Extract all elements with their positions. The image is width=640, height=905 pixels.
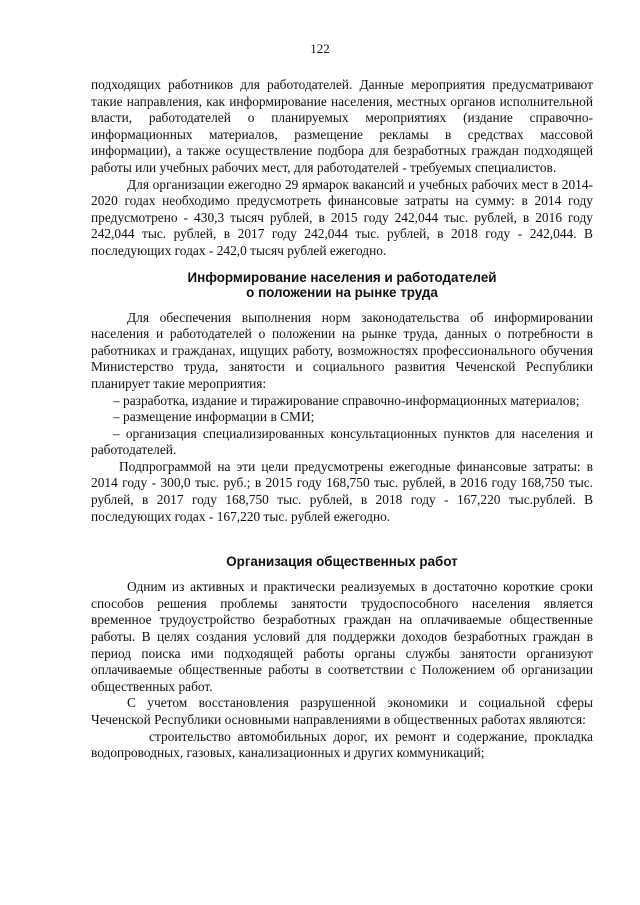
section-heading-informing [91, 270, 593, 300]
section-heading-public-works: Организация общественных работ [226, 554, 458, 570]
heading-line-2: о положении на рынке труда [246, 284, 438, 300]
list-item: – организация специализированных консультационных пунктов для населения и работодателей. [91, 425, 593, 458]
paragraph-public-works-3: строительство автомобильных дорог, их ремонт и содержание, прокладка водопроводных, газовых, канализационных и других коммуникаций; [91, 728, 593, 761]
intro-block [91, 77, 593, 260]
section-informing [91, 310, 593, 526]
paragraph-job-fairs: Для организации ежегодно 29 ярмарок вакансий и учебных рабочих мест в 2014-2020 годах необходимо предусмотреть финансовые затраты на сумму: в 2014 году предусмотрено - 430,3 тысяч рублей, в 2015 году 242,044 тыс. рублей, в 2016 году 242,044 тыс. рублей, в 2017 году 242,044 тыс. рублей, в 2018 году - 242,044. В последующих годах - 242,0 тысяч рублей ежегодно. [91, 176, 593, 258]
page-number: 122 [310, 41, 330, 56]
paragraph-public-works-2: С учетом восстановления разрушенной экономики и социальной сферы Чеченской Республики основными направлениями в общественных работах являются: [91, 695, 593, 727]
list-item: – разработка, издание и тиражирование справочно-информационных материалов; [113, 392, 580, 408]
section-public-works [91, 579, 593, 762]
heading-line-1: Информирование населения и работодателей [187, 269, 497, 285]
list-item: – размещение информации в СМИ; [113, 409, 315, 425]
paragraph-informing-intro: Для обеспечения выполнения норм законодательства об информировании населения и работодателей о положении на рынке труда, данных о потребности в работниках и гражданах, ищущих работу, возможностях профессионального обучения Министерство труда, занятости и социального развития Чеченской Республики планирует такие мероприятия: [91, 309, 593, 391]
paragraph-informing-funding: Подпрограммой на эти цели предусмотрены ежегодные финансовые затраты: в 2014 году - 300,0 тыс. руб.; в 2015 году 168,750 тыс. рублей, в 2016 году 168,750 тыс. рублей, в 2017 году 168,750 тыс. рублей, в 2018 году - 167,220 тыс.рублей. В последующих годах - 167,220 тыс. рублей ежегодно. [91, 458, 593, 524]
paragraph-continuation: подходящих работников для работодателей. Данные мероприятия предусматривают такие направления, как информирование населения, местных органов исполнительной власти, работодателей о планируемых мероприятиях (издание справочно-информационных материалов, размещение рекламы в средствах массовой информации), а также осуществление подбора для безработных граждан подходящей работы или учебных рабочих мест, для работодателей - требуемых специалистов. [91, 77, 593, 175]
paragraph-public-works-1: Одним из активных и практически реализуемых в достаточно короткие сроки способов решения проблемы занятости трудоспособного населения является временное трудоустройство безработных граждан на оплачиваемые общественные работы. В целях создания условий для поддержки доходов безработных граждан в период поиска ими подходящей работы органы службы занятости организуют оплачиваемые общественные работы в соответствии с Положением об организации общественных работ. [91, 579, 593, 694]
